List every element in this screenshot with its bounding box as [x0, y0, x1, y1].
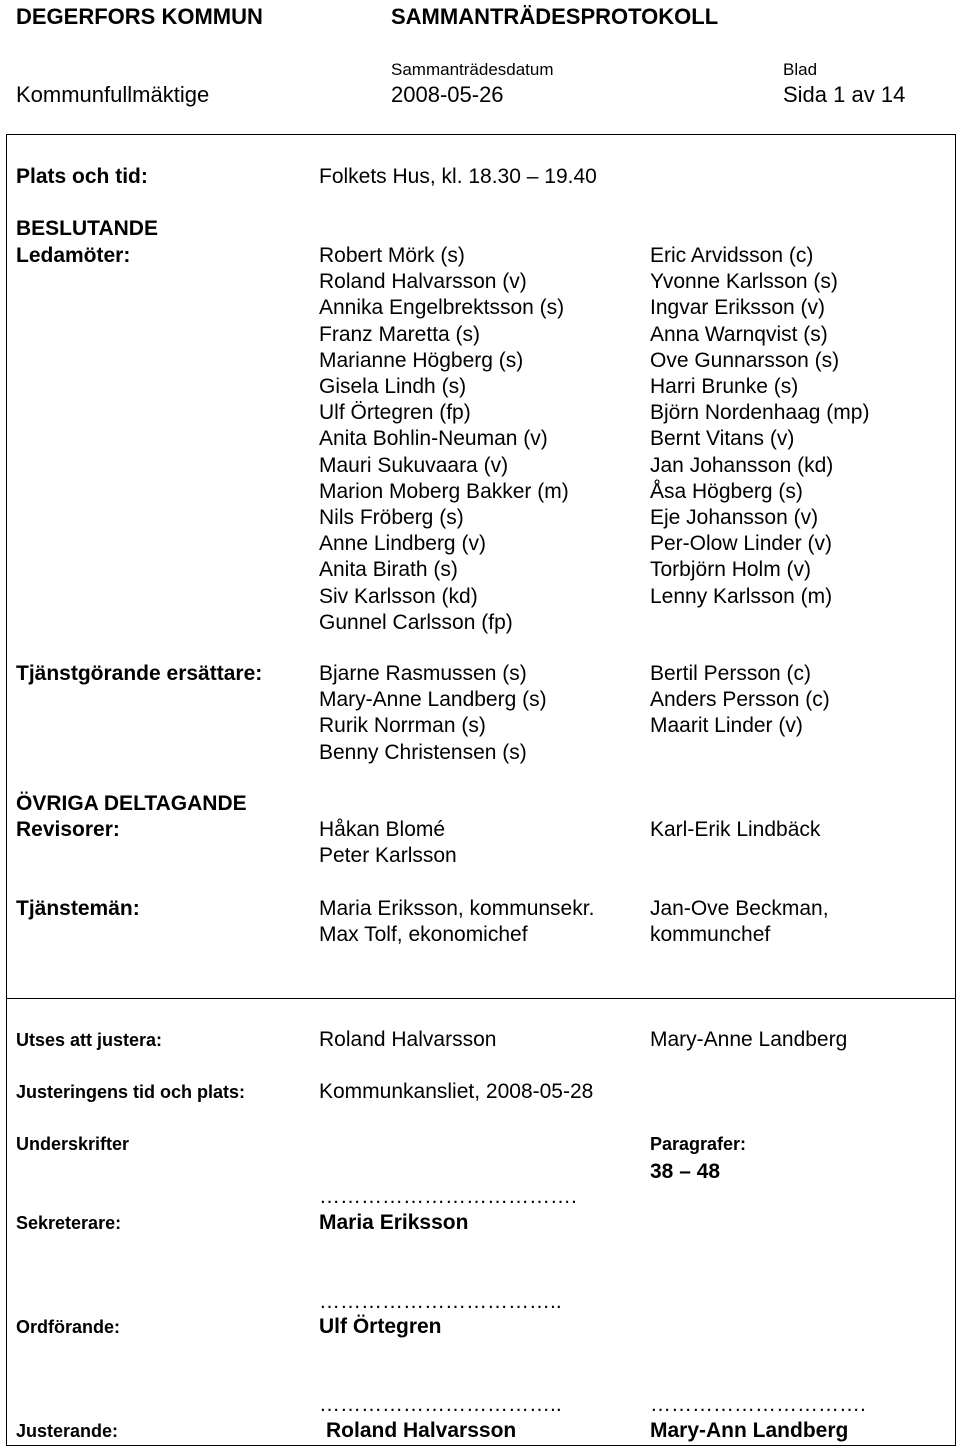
chair-name: Ulf Örtegren — [319, 1315, 442, 1338]
official-name: kommunchef — [650, 923, 771, 947]
substitute-name: Benny Christensen (s) — [319, 740, 527, 764]
org-name: DEGERFORS KOMMUN — [16, 4, 263, 29]
meeting-date: 2008-05-26 — [391, 82, 504, 107]
official-name: Max Tolf, ekonomichef — [319, 923, 528, 947]
adjust-right-name: Mary-Anne Landberg — [650, 1028, 848, 1051]
member-name: Yvonne Karlsson (s) — [650, 270, 838, 294]
member-name: Roland Halvarsson (v) — [319, 270, 527, 294]
member-name: Eje Johansson (v) — [650, 506, 819, 530]
box-divider — [6, 998, 956, 999]
substitute-name: Bertil Persson (c) — [650, 662, 812, 685]
auditors-right-list — [650, 817, 820, 843]
members-right-list — [650, 243, 869, 610]
substitutes-left-list — [319, 661, 547, 766]
member-name: Harri Brunke (s) — [650, 375, 799, 399]
auditors-label: Revisorer: — [16, 818, 120, 841]
member-name: Anne Lindberg (v) — [319, 532, 486, 556]
adjust-time-value: Kommunkansliet, 2008-05-28 — [319, 1080, 594, 1103]
substitutes-label: Tjänstgörande ersättare: — [16, 662, 263, 685]
box-left-border — [6, 134, 7, 999]
box2-left-border — [6, 998, 7, 1445]
member-name: Per-Olow Linder (v) — [650, 532, 833, 556]
ovriga-heading: ÖVRIGA DELTAGANDE — [16, 792, 247, 815]
box-right-border — [955, 134, 956, 999]
auditor-name: Peter Karlsson — [319, 844, 457, 868]
auditor-name: Håkan Blomé — [319, 818, 446, 841]
officials-right-list — [650, 896, 829, 948]
official-name: Maria Eriksson, kommunsekr. — [319, 897, 595, 920]
member-name: Ove Gunnarsson (s) — [650, 348, 840, 372]
secretary-name: Maria Eriksson — [319, 1211, 469, 1234]
page-number: Sida 1 av 14 — [783, 82, 906, 107]
substitute-name: Bjarne Rasmussen (s) — [319, 662, 527, 685]
adjust-left-name: Roland Halvarsson — [319, 1028, 497, 1051]
member-name: Annika Engelbrektsson (s) — [319, 296, 565, 320]
members-label: Ledamöter: — [16, 244, 131, 267]
officials-left-list — [319, 896, 594, 948]
member-name: Anita Birath (s) — [319, 558, 458, 582]
member-name: Franz Maretta (s) — [319, 322, 481, 346]
chair-signature-line: …………………………….. — [319, 1290, 562, 1313]
member-name: Åsa Högberg (s) — [650, 479, 803, 503]
member-name: Siv Karlsson (kd) — [319, 584, 478, 608]
member-name: Torbjörn Holm (v) — [650, 558, 812, 582]
place-time-label: Plats och tid: — [16, 165, 148, 188]
adjuster1-name: Roland Halvarsson — [326, 1419, 517, 1442]
doc-type: SAMMANTRÄDESPROTOKOLL — [391, 4, 719, 29]
paragraphs-value: 38 – 48 — [650, 1160, 721, 1183]
substitute-name: Mary-Anne Landberg (s) — [319, 688, 547, 712]
adjust-time-label: Justeringens tid och plats: — [16, 1082, 246, 1102]
member-name: Björn Nordenhaag (mp) — [650, 401, 870, 425]
member-name: Gisela Lindh (s) — [319, 375, 467, 399]
adjusters-label: Justerande: — [16, 1421, 119, 1441]
adjuster2-signature-line: …………………………. — [650, 1393, 866, 1416]
member-name: Robert Mörk (s) — [319, 244, 465, 267]
member-name: Ulf Örtegren (fp) — [319, 401, 471, 425]
member-name: Jan Johansson (kd) — [650, 453, 834, 477]
substitute-name: Rurik Norrman (s) — [319, 714, 486, 738]
member-name: Anna Warnqvist (s) — [650, 322, 828, 346]
adjuster1-signature-line: …………………………….. — [319, 1393, 562, 1416]
signatures-label: Underskrifter — [16, 1134, 130, 1154]
beslutande-heading: BESLUTANDE — [16, 217, 158, 240]
page-label: Blad — [783, 60, 818, 79]
member-name: Marianne Högberg (s) — [319, 348, 524, 372]
member-name: Marion Moberg Bakker (m) — [319, 479, 569, 503]
member-name: Eric Arvidsson (c) — [650, 244, 814, 267]
date-label: Sammanträdesdatum — [391, 60, 554, 79]
members-left-list — [319, 243, 569, 636]
member-name: Lenny Karlsson (m) — [650, 584, 833, 608]
place-time-value: Folkets Hus, kl. 18.30 – 19.40 — [319, 165, 597, 188]
box2-right-border — [955, 998, 956, 1445]
secretary-label: Sekreterare: — [16, 1213, 122, 1233]
adjuster2-name: Mary-Ann Landberg — [650, 1419, 849, 1442]
substitute-name: Anders Persson (c) — [650, 688, 830, 712]
substitute-name: Maarit Linder (v) — [650, 714, 803, 738]
member-name: Anita Bohlin-Neuman (v) — [319, 427, 548, 451]
auditor-name: Karl-Erik Lindbäck — [650, 818, 821, 841]
member-name: Ingvar Eriksson (v) — [650, 296, 826, 320]
member-name: Nils Fröberg (s) — [319, 506, 464, 530]
official-name: Jan-Ove Beckman, — [650, 897, 829, 920]
member-name: Gunnel Carlsson (fp) — [319, 610, 513, 634]
paragraphs-label: Paragrafer: — [650, 1134, 747, 1154]
box-top-border — [6, 134, 956, 135]
member-name: Bernt Vitans (v) — [650, 427, 795, 451]
member-name: Mauri Sukuvaara (v) — [319, 453, 509, 477]
officials-label: Tjänstemän: — [16, 897, 140, 920]
chair-label: Ordförande: — [16, 1317, 121, 1337]
adjust-label: Utses att justera: — [16, 1030, 163, 1050]
auditors-left-list — [319, 817, 457, 869]
substitutes-right-list — [650, 661, 830, 740]
body-name: Kommunfullmäktige — [16, 82, 210, 107]
box2-bottom-border — [6, 1445, 956, 1446]
secretary-signature-line: ………………………………. — [319, 1185, 577, 1208]
